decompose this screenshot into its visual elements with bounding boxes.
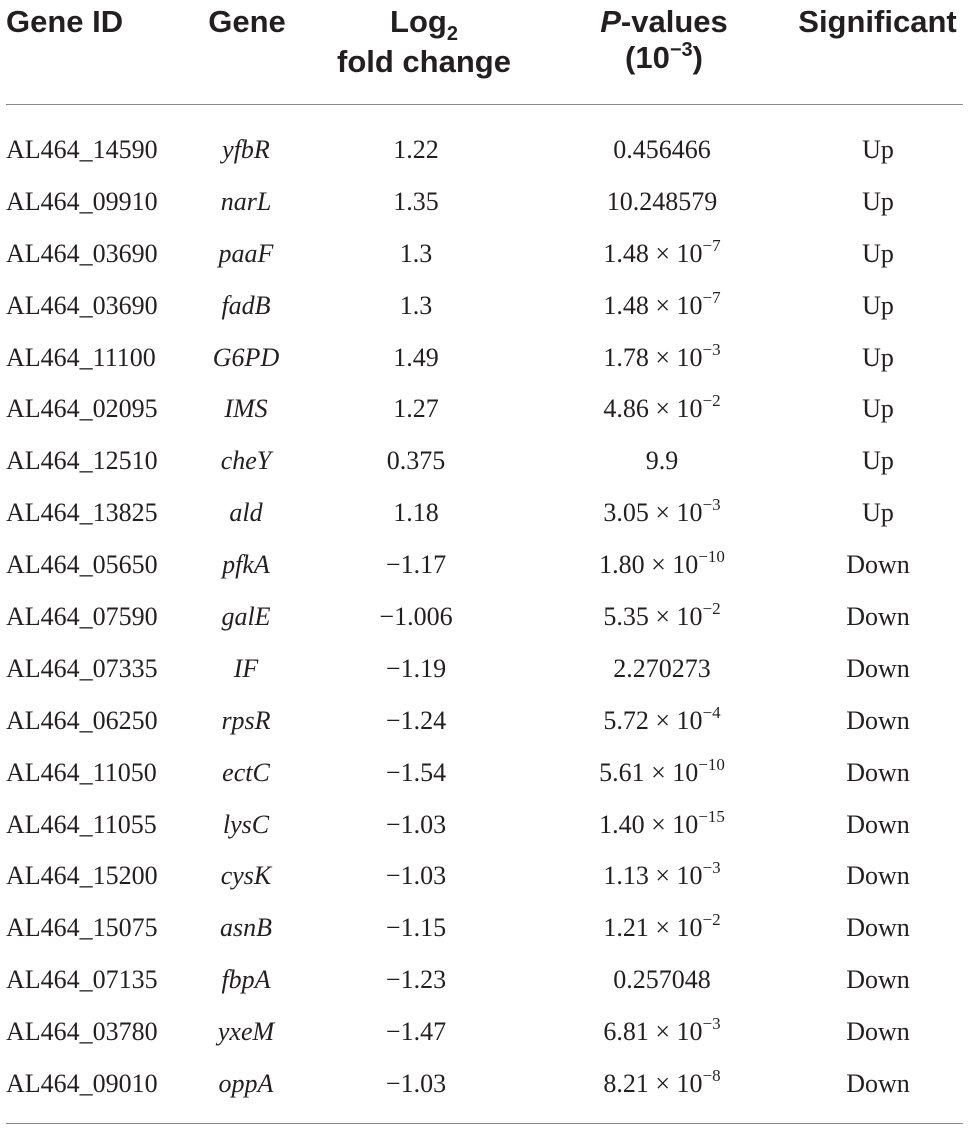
table-row	[6, 799, 963, 851]
cell-gene-id: AL464_02095	[6, 394, 158, 424]
p-value-base: 8.21 × 10	[603, 1069, 703, 1099]
header-log2-subscript: 2	[446, 23, 458, 45]
cell-significant: Down	[846, 705, 910, 735]
p-value-base: 6.81 × 10	[603, 1017, 703, 1047]
p-value-base: 9.9	[645, 446, 679, 476]
cell-log2-fold-change: −1.03	[385, 1069, 447, 1099]
cell-log2-fold-change: −1.03	[385, 809, 447, 839]
p-value-exponent: −10	[698, 547, 725, 567]
cell-log2-fold-change: 1.3	[399, 238, 433, 268]
cell-significant: Up	[862, 290, 894, 320]
header-pval-base: (10	[625, 40, 670, 75]
p-value-exponent: −3	[702, 339, 721, 359]
p-value-exponent: −4	[702, 702, 721, 722]
cell-gene: galE	[221, 602, 271, 632]
header-pval-exp: −3	[669, 39, 693, 61]
cell-gene: fadB	[221, 290, 271, 320]
cell-log2-fold-change: −1.006	[379, 602, 453, 632]
table-row	[6, 487, 963, 539]
cell-gene: pfkA	[222, 550, 270, 580]
cell-log2-fold-change: −1.17	[385, 550, 447, 580]
cell-log2-fold-change: −1.24	[385, 705, 447, 735]
cell-p-value	[562, 124, 762, 176]
cell-significant: Up	[862, 186, 894, 216]
cell-gene: oppA	[218, 1069, 274, 1099]
cell-significant: Down	[846, 757, 910, 787]
cell-log2-fold-change: −1.54	[385, 757, 447, 787]
header-gene-id: Gene ID	[6, 4, 124, 39]
header-significant: Significant	[798, 4, 957, 39]
cell-p-value	[562, 1058, 762, 1113]
header-pval-italic: P	[600, 4, 621, 39]
cell-gene: cysK	[220, 861, 272, 891]
table-row	[6, 539, 963, 591]
cell-gene: IF	[233, 653, 259, 683]
cell-significant: Up	[862, 394, 894, 424]
p-value-exponent: −3	[702, 858, 721, 878]
p-value-exponent: −2	[702, 599, 721, 619]
cell-p-value	[562, 591, 762, 646]
cell-gene: yfbR	[222, 135, 270, 164]
table-row	[6, 643, 963, 695]
cell-log2-fold-change: 1.49	[393, 342, 439, 372]
header-pval-line2	[625, 40, 703, 75]
table-row	[6, 902, 963, 954]
cell-gene-id: AL464_12510	[6, 446, 158, 476]
header-log2-text: Log	[390, 4, 447, 39]
p-value-base: 3.05 × 10	[603, 498, 703, 528]
p-value-base: 1.48 × 10	[603, 290, 703, 320]
cell-p-value	[562, 695, 762, 750]
cell-gene: fbpA	[221, 965, 271, 995]
cell-gene-id: AL464_03780	[6, 1017, 158, 1047]
table-row	[6, 435, 963, 487]
cell-log2-fold-change: −1.19	[385, 653, 447, 683]
p-value-exponent: −3	[702, 495, 721, 515]
cell-gene: IMS	[224, 394, 268, 424]
cell-gene: yxeM	[217, 1017, 275, 1047]
cell-p-value	[562, 383, 762, 438]
cell-significant: Down	[846, 1017, 910, 1047]
p-value-exponent: −8	[702, 1066, 721, 1086]
p-value-exponent: −2	[702, 391, 721, 411]
cell-gene-id: AL464_09010	[6, 1069, 158, 1099]
table-header	[6, 0, 963, 104]
cell-p-value	[562, 1006, 762, 1061]
header-gene: Gene	[208, 4, 286, 39]
cell-gene-id: AL464_11050	[6, 757, 157, 787]
cell-gene-id: AL464_15075	[6, 913, 158, 943]
cell-gene: G6PD	[212, 342, 280, 372]
cell-gene-id: AL464_11055	[6, 809, 157, 839]
table-row	[6, 383, 963, 435]
cell-gene: asnB	[220, 913, 272, 943]
p-value-base: 10.248579	[606, 186, 718, 216]
cell-p-value	[562, 280, 762, 335]
cell-gene: ald	[229, 498, 263, 528]
cell-p-value	[562, 435, 762, 487]
table-row	[6, 954, 963, 1006]
cell-gene-id: AL464_15200	[6, 861, 158, 891]
cell-gene: paaF	[218, 238, 274, 268]
cell-p-value	[562, 850, 762, 905]
header-log2-fold-change	[324, 4, 524, 80]
table-row	[6, 124, 963, 176]
cell-p-value	[562, 747, 762, 802]
table-row	[6, 747, 963, 799]
p-value-exponent: −15	[698, 806, 725, 826]
cell-log2-fold-change: −1.23	[385, 965, 447, 995]
p-value-base: 1.80 × 10	[599, 550, 699, 580]
cell-p-value	[562, 332, 762, 387]
cell-significant: Up	[862, 135, 894, 164]
p-value-base: 2.270273	[613, 653, 711, 683]
table-row	[6, 1058, 963, 1110]
p-value-exponent: −7	[702, 287, 721, 307]
cell-gene: cheY	[220, 446, 272, 476]
p-value-base: 1.78 × 10	[603, 342, 703, 372]
cell-gene-id: AL464_06250	[6, 705, 158, 735]
table-row	[6, 332, 963, 384]
cell-log2-fold-change: 1.35	[393, 186, 439, 216]
cell-significant: Up	[862, 498, 894, 528]
cell-gene-id: AL464_11100	[6, 342, 156, 372]
cell-gene-id: AL464_07335	[6, 653, 158, 683]
cell-log2-fold-change: 1.3	[399, 290, 433, 320]
cell-significant: Down	[846, 861, 910, 891]
header-pval-rest: -values	[620, 4, 728, 39]
cell-significant: Down	[846, 965, 910, 995]
table-row	[6, 228, 963, 280]
cell-log2-fold-change: −1.15	[385, 913, 447, 943]
cell-gene: ectC	[222, 757, 270, 787]
cell-significant: Up	[862, 446, 894, 476]
cell-gene-id: AL464_03690	[6, 238, 158, 268]
p-value-base: 4.86 × 10	[603, 394, 703, 424]
cell-gene-id: AL464_05650	[6, 550, 158, 580]
header-log2-line2: fold change	[337, 44, 511, 79]
cell-significant: Down	[846, 602, 910, 632]
p-value-exponent: −2	[702, 910, 721, 930]
p-value-base: 0.257048	[613, 965, 711, 995]
cell-gene: lysC	[222, 809, 270, 839]
p-value-base: 5.61 × 10	[599, 757, 699, 787]
p-value-base: 1.21 × 10	[603, 913, 703, 943]
cell-significant: Down	[846, 913, 910, 943]
cell-significant: Up	[862, 342, 894, 372]
cell-log2-fold-change: 1.27	[393, 394, 439, 424]
header-log2-line1	[324, 4, 524, 44]
cell-gene-id: AL464_03690	[6, 290, 158, 320]
cell-log2-fold-change: 0.375	[386, 446, 446, 476]
cell-gene-id: AL464_07135	[6, 965, 158, 995]
p-value-exponent: −3	[702, 1014, 721, 1034]
p-value-base: 5.72 × 10	[603, 705, 703, 735]
cell-gene-id: AL464_14590	[6, 135, 158, 164]
table-row	[6, 280, 963, 332]
cell-p-value	[562, 643, 762, 695]
cell-gene-id: AL464_09910	[6, 186, 158, 216]
cell-significant: Down	[846, 809, 910, 839]
cell-p-value	[562, 487, 762, 542]
header-pval-line1	[584, 4, 744, 40]
cell-log2-fold-change: 1.22	[393, 135, 439, 164]
cell-significant: Down	[846, 653, 910, 683]
p-value-base: 0.456466	[613, 135, 711, 164]
table-row	[6, 695, 963, 747]
cell-significant: Down	[846, 550, 910, 580]
table-row	[6, 1006, 963, 1058]
cell-p-value	[562, 902, 762, 957]
p-value-base: 1.13 × 10	[603, 861, 703, 891]
table-row	[6, 176, 963, 228]
cell-p-value	[562, 228, 762, 283]
header-pval-close: )	[692, 40, 703, 75]
cell-p-value	[562, 954, 762, 1006]
cell-p-value	[562, 176, 762, 228]
cell-significant: Up	[862, 238, 894, 268]
p-value-exponent: −10	[698, 754, 725, 774]
p-value-exponent: −7	[702, 235, 721, 255]
cell-gene: rpsR	[221, 705, 271, 735]
header-divider	[6, 104, 963, 105]
cell-log2-fold-change: 1.18	[393, 498, 439, 528]
cell-p-value	[562, 539, 762, 594]
cell-log2-fold-change: −1.47	[385, 1017, 447, 1047]
table-row	[6, 850, 963, 902]
p-value-base: 1.48 × 10	[603, 238, 703, 268]
cell-p-value	[562, 799, 762, 854]
table-body	[6, 124, 963, 1110]
cell-gene-id: AL464_07590	[6, 602, 158, 632]
header-p-values	[584, 4, 744, 80]
table-row	[6, 591, 963, 643]
p-value-base: 5.35 × 10	[603, 602, 703, 632]
cell-gene: narL	[220, 186, 272, 216]
cell-significant: Down	[846, 1069, 910, 1099]
cell-log2-fold-change: −1.03	[385, 861, 447, 891]
p-value-base: 1.40 × 10	[599, 809, 699, 839]
cell-gene-id: AL464_13825	[6, 498, 158, 528]
table-bottom-rule	[6, 1123, 963, 1124]
